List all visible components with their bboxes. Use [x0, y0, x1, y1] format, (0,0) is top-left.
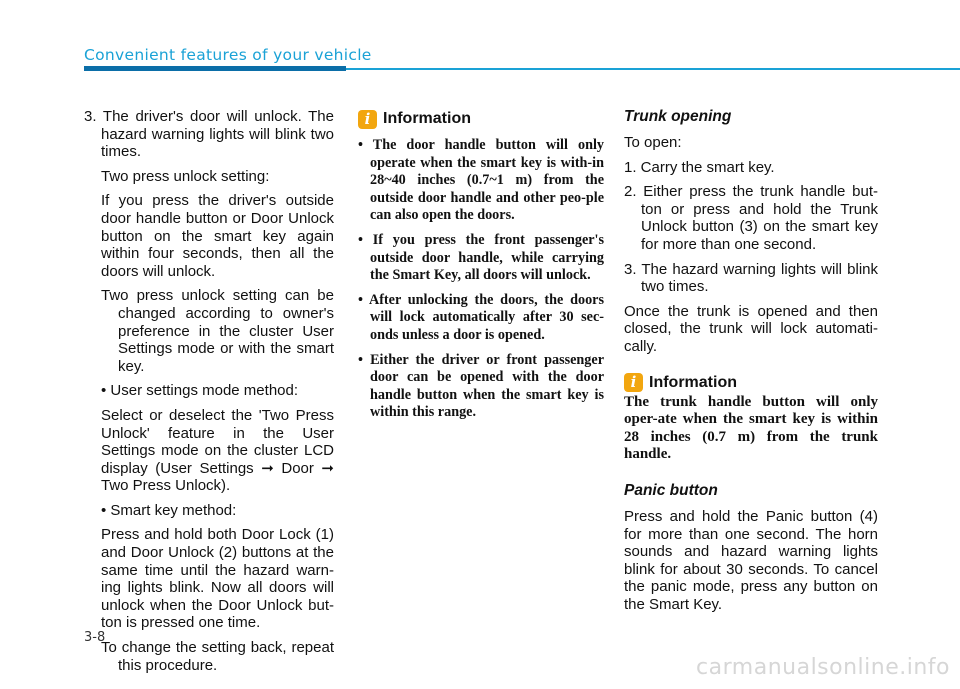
list-item: • The door handle button will only operate when the smart key is with-in 28~40 inches (0.7~1 m) from the outside door handle and other peo-ple can also open the doors. [358, 137, 604, 224]
information-list [358, 137, 604, 422]
header-rule-light [346, 68, 960, 70]
trunk-information-text: The trunk handle button will only oper-ate when the smart key is within 28 inches (0.7 m) from the trunk handle. [624, 393, 878, 463]
step-3-text: 3. The driver's door will unlock. The hazard warning lights will blink two times. [84, 108, 334, 161]
information-title: Information [649, 373, 737, 391]
two-press-change-note: Two press unlock setting can be changed according to owner's preference in the cluster User Settings mode or with the smart key. [101, 287, 334, 375]
two-press-heading: Two press unlock setting: [101, 167, 270, 185]
to-open-label: To open: [624, 134, 682, 151]
panic-button-text: Press and hold the Panic button (4) for more than one second. The horn sounds and hazard warning lights blink for about 30 seconds. To cancel the panic mode, press any button on the Smart Key. [624, 507, 878, 613]
panic-button-heading: Panic button [624, 481, 718, 499]
smart-key-method-label: • Smart key method: [101, 501, 237, 519]
information-title: Information [383, 110, 471, 127]
user-settings-method-label: • User settings mode method: [101, 382, 299, 400]
information-header [624, 372, 878, 394]
info-icon: i [358, 110, 377, 129]
trunk-opening-heading: Trunk opening [624, 108, 732, 125]
list-item: • Either the driver or front passenger door can be opened with the door handle button when the smart key is within this range. [358, 351, 604, 421]
two-press-description: If you press the driver's outside door handle button or Door Unlock button on the smart key again within four seconds, then all the doors will unlock. [101, 192, 334, 280]
list-item: • After unlocking the doors, the doors will lock automatically after 30 sec-onds unless a door is opened. [358, 291, 604, 343]
page-number: 3-8 [84, 630, 106, 645]
left-column [84, 108, 334, 674]
info-icon: i [624, 373, 643, 392]
header-rule-dark [84, 66, 346, 71]
smart-key-method-text: Press and hold both Door Lock (1) and Door Unlock (2) buttons at the same time until the hazard warn-ing lights blink. Now all doors will unlock when the Door Unlock but-ton is pressed one time. [101, 526, 334, 632]
user-settings-method-text: Select or deselect the 'Two Press Unlock' feature in the User Settings mode on the cluster LCD display (User Settings ➞ Door ➞ Two Press Unlock). [101, 406, 334, 495]
middle-column [358, 108, 604, 429]
change-back-note: To change the setting back, repeat this procedure. [101, 639, 334, 674]
trunk-step-3: 3. The hazard warning lights will blink two times. [624, 260, 878, 296]
right-column [624, 108, 878, 613]
trunk-step-2: 2. Either press the trunk handle but-ton or press and hold the Trunk Unlock button (3) on the smart key for more than one second. [624, 183, 878, 253]
trunk-closing-note: Once the trunk is opened and then closed, the trunk will lock automati-cally. [624, 302, 878, 355]
list-item: • If you press the front passenger's outside door handle, while carrying the Smart Key, all doors will unlock. [358, 231, 604, 284]
trunk-step-1: 1. Carry the smart key. [624, 158, 775, 176]
information-header [358, 108, 604, 130]
page-section-title: Convenient features of your vehicle [84, 46, 372, 64]
watermark: carmanualsonline.info [696, 655, 950, 680]
